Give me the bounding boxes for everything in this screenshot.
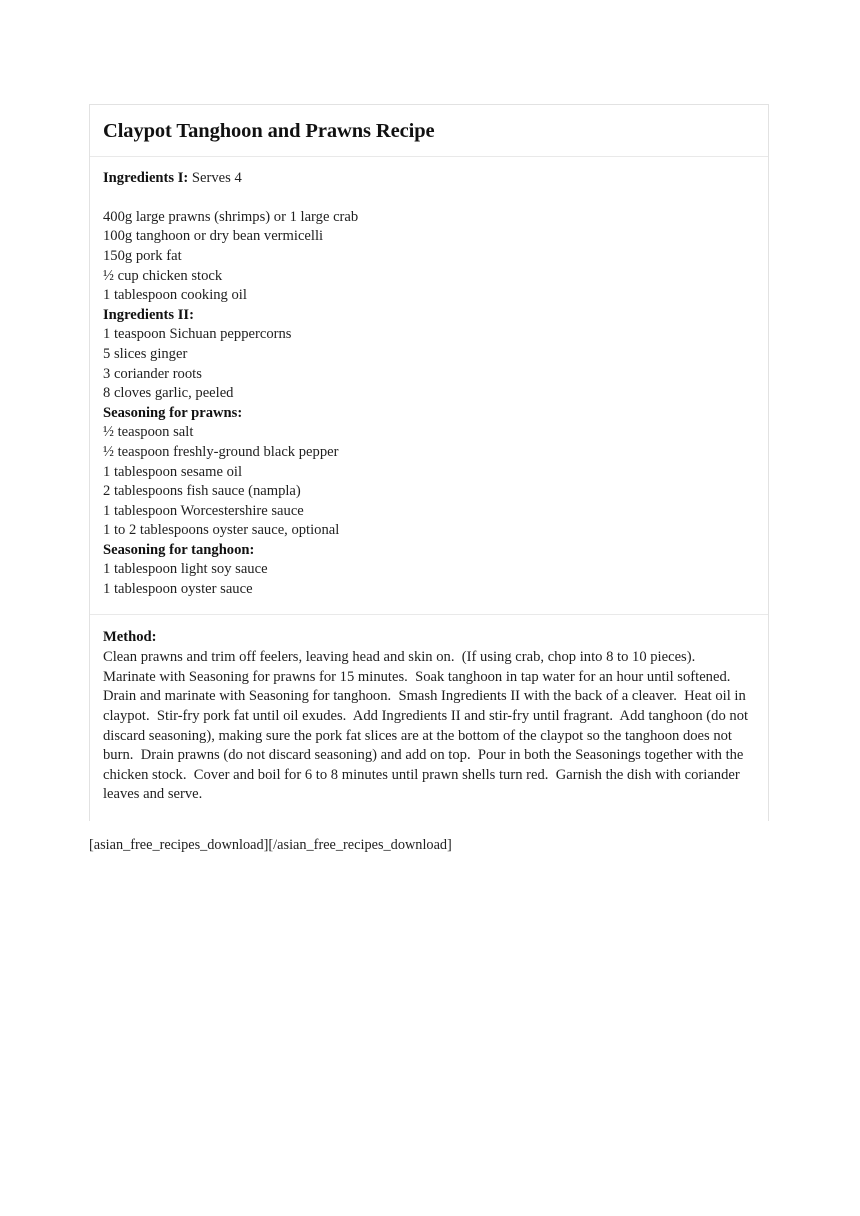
list-item: ½ teaspoon freshly-ground black pepper <box>103 443 339 460</box>
list-item: 100g tanghoon or dry bean vermicelli <box>103 228 324 245</box>
list-item: ½ teaspoon salt <box>103 424 194 441</box>
list-item: 3 coriander roots <box>103 365 202 382</box>
ingredients-ii-heading: Ingredients II: <box>103 306 194 323</box>
list-item: ½ cup chicken stock <box>103 267 223 284</box>
list-item: 1 tablespoon oyster sauce <box>103 581 253 598</box>
blank-spacer-line <box>103 189 755 208</box>
list-item: 5 slices ginger <box>103 345 188 362</box>
recipe-card <box>89 104 769 821</box>
list-item: 150g pork fat <box>103 247 182 264</box>
serves-value: Serves 4 <box>188 170 242 187</box>
list-item: 8 cloves garlic, peeled <box>103 385 234 402</box>
list-item: 1 tablespoon sesame oil <box>103 463 243 480</box>
ingredients-i-heading: Ingredients I: <box>103 170 189 187</box>
seasoning-prawns-heading: Seasoning for prawns: <box>103 404 243 421</box>
method-body-text: Clean prawns and trim off feelers, leaving head and skin on. (If using crab, chop into 8 to 10 pieces). Marinate with Seasoning for prawns for 15 minutes. Soak tanghoon in tap water for an hour until softened. Drain and marinate with Seasoning for tanghoon. Smash Ingredients II with the back of a cleaver. Heat oil in claypot. Stir-fry pork fat until oil exudes. Add Ingredients II and stir-fry until fragrant. Add tanghoon (do not discard seasoning), making sure the pork fat slices are at the bottom of the claypot so the tanghoon does not burn. Drain prawns (do not discard seasoning) and add on top. Pour in both the Seasonings together with the chicken stock. Cover and boil for 6 to 8 minutes until prawn shells turn red. Garnish the dish with coriander leaves and serve. <box>103 649 752 803</box>
download-shortcode-text: [asian_free_recipes_download][/asian_free_recipes_download] <box>89 837 452 853</box>
list-item: 1 tablespoon cooking oil <box>103 287 247 304</box>
list-item: 1 tablespoon Worcestershire sauce <box>103 502 304 519</box>
list-item: 1 tablespoon light soy sauce <box>103 561 268 578</box>
list-item: 400g large prawns (shrimps) or 1 large crab <box>103 208 359 225</box>
list-item: 2 tablespoons fish sauce (nampla) <box>103 483 301 500</box>
list-item: 1 to 2 tablespoons oyster sauce, optional <box>103 522 340 539</box>
recipe-card-header <box>90 105 768 157</box>
serves-line <box>103 169 755 189</box>
method-section <box>90 615 768 821</box>
method-heading: Method: <box>103 628 157 645</box>
list-item: 1 teaspoon Sichuan peppercorns <box>103 326 292 343</box>
ingredients-section <box>90 157 768 614</box>
seasoning-tanghoon-heading: Seasoning for tanghoon: <box>103 541 255 558</box>
page-title: Claypot Tanghoon and Prawns Recipe <box>103 120 435 142</box>
